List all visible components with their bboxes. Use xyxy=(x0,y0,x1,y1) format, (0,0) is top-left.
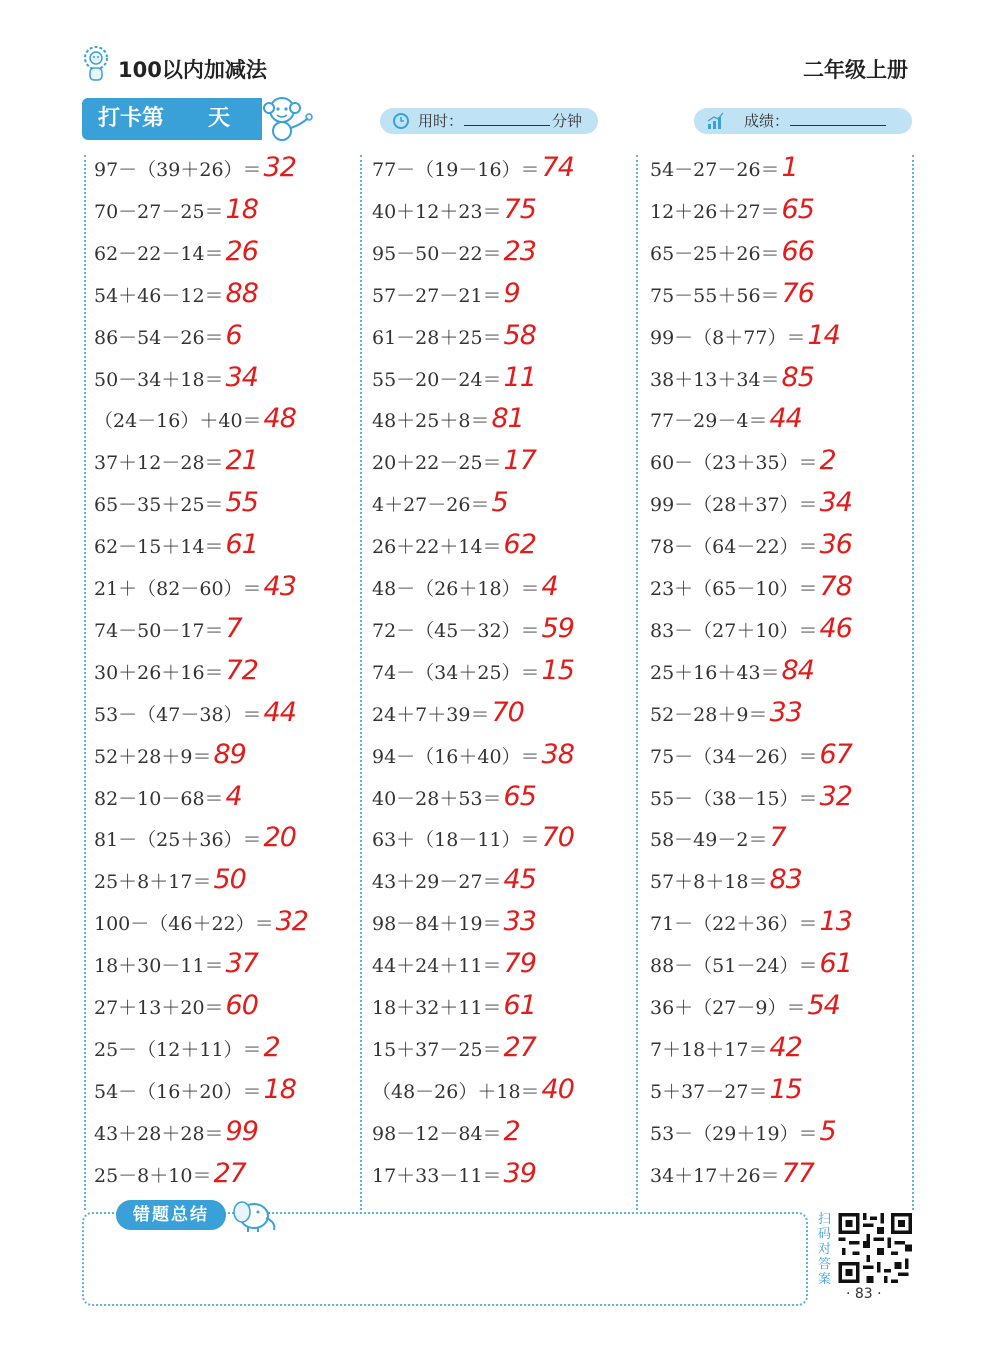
clock-icon xyxy=(392,112,410,130)
handwritten-answer[interactable]: 89 xyxy=(213,738,246,770)
handwritten-answer[interactable]: 65 xyxy=(503,780,536,812)
equation-text: 36＋（27－9）＝ xyxy=(650,997,806,1019)
handwritten-answer[interactable]: 5 xyxy=(819,1115,836,1147)
equation-text: 83－（27＋10）＝ xyxy=(650,619,818,642)
equation-row xyxy=(372,1070,574,1110)
equation-text: 57－27－21＝ xyxy=(372,284,502,307)
equation-text: 43＋29－27＝ xyxy=(372,871,502,894)
equation-text: 98－12－84＝ xyxy=(372,1122,502,1145)
equation-text: 62－15＋14＝ xyxy=(94,536,224,559)
handwritten-answer[interactable]: 60 xyxy=(225,990,258,1021)
equation-text: 88－（51－24）＝ xyxy=(650,955,818,978)
equation-text: 7＋18＋17＝ xyxy=(650,1038,768,1061)
equation-text: 94－（16＋40）＝ xyxy=(372,745,540,768)
equation-row xyxy=(94,316,242,356)
equation-row xyxy=(94,818,296,858)
handwritten-answer[interactable]: 67 xyxy=(819,738,852,770)
equation-row xyxy=(94,567,296,607)
time-field[interactable] xyxy=(380,108,598,134)
elephant-icon xyxy=(228,1194,280,1234)
handwritten-answer[interactable]: 46 xyxy=(819,612,852,644)
equation-text: 60－（23＋35）＝ xyxy=(650,452,818,475)
handwritten-answer[interactable]: 27 xyxy=(213,1157,246,1189)
equation-row xyxy=(650,1112,836,1152)
handwritten-answer[interactable]: 43 xyxy=(263,571,296,602)
equation-row xyxy=(372,1112,520,1152)
handwritten-answer[interactable]: 9 xyxy=(503,277,520,309)
handwritten-answer[interactable]: 61 xyxy=(225,529,258,561)
equation-row xyxy=(94,777,242,817)
equation-text: 40＋12＋23＝ xyxy=(372,200,502,223)
equation-row xyxy=(650,190,814,230)
equation-text: 55－（38－15）＝ xyxy=(650,787,818,810)
handwritten-answer[interactable]: 61 xyxy=(819,948,852,980)
equation-text: 27＋13＋20＝ xyxy=(94,997,224,1019)
equation-row xyxy=(372,735,574,775)
handwritten-answer[interactable]: 84 xyxy=(781,654,814,686)
score-field[interactable] xyxy=(694,108,912,134)
handwritten-answer[interactable]: 34 xyxy=(819,487,852,519)
equation-row xyxy=(94,986,258,1026)
handwritten-answer[interactable]: 44 xyxy=(263,696,296,728)
handwritten-answer[interactable]: 4 xyxy=(541,571,558,602)
handwritten-answer[interactable]: 33 xyxy=(769,696,802,728)
equation-row xyxy=(650,1028,802,1068)
handwritten-answer[interactable]: 32 xyxy=(819,780,852,812)
equation-row xyxy=(372,986,536,1026)
column-border-left xyxy=(84,155,86,1210)
equation-text: 54－（16＋20）＝ xyxy=(94,1080,262,1103)
equation-row xyxy=(650,316,840,356)
handwritten-answer[interactable]: 2 xyxy=(503,1115,520,1147)
equation-text: 21＋（82－60）＝ xyxy=(94,578,262,600)
page-number: · 83 · xyxy=(846,1286,882,1302)
handwritten-answer[interactable]: 27 xyxy=(503,1031,536,1063)
handwritten-answer[interactable]: 32 xyxy=(263,152,296,183)
equation-row xyxy=(372,525,536,565)
equation-row xyxy=(94,483,258,523)
equation-row xyxy=(372,441,536,481)
equation-text: 23＋（65－10）＝ xyxy=(650,578,818,600)
equation-text: 40－28＋53＝ xyxy=(372,787,502,810)
equation-text: 77－（19－16）＝ xyxy=(372,159,540,181)
equation-text: 48＋25＋8＝ xyxy=(372,410,490,433)
equation-row xyxy=(372,818,574,858)
equation-text: 12＋26＋27＝ xyxy=(650,200,780,223)
handwritten-answer[interactable]: 55 xyxy=(225,487,258,519)
equation-text: 75－55＋56＝ xyxy=(650,284,780,307)
equation-row xyxy=(372,148,574,188)
equation-row xyxy=(650,399,802,439)
handwritten-answer[interactable]: 42 xyxy=(769,1031,802,1063)
equation-row xyxy=(650,609,852,649)
equation-row xyxy=(650,944,852,984)
equation-text: 54＋46－12＝ xyxy=(94,284,224,307)
equation-text: 24＋7＋39＝ xyxy=(372,703,490,726)
equation-text: 17＋33－11＝ xyxy=(372,1164,502,1187)
equation-row xyxy=(94,902,308,942)
equation-row xyxy=(372,609,574,649)
handwritten-answer[interactable]: 66 xyxy=(781,235,814,267)
equation-row xyxy=(650,525,852,565)
handwritten-answer[interactable]: 21 xyxy=(225,445,258,477)
equation-text: 53－（29＋19）＝ xyxy=(650,1122,818,1145)
equation-text: 97－（39＋26）＝ xyxy=(94,159,262,181)
handwritten-answer[interactable]: 4 xyxy=(225,780,242,812)
handwritten-answer[interactable]: 32 xyxy=(275,906,308,938)
handwritten-answer[interactable]: 74 xyxy=(541,152,574,183)
equation-row xyxy=(94,1154,246,1194)
handwritten-answer[interactable]: 18 xyxy=(263,1073,296,1105)
handwritten-answer[interactable]: 88 xyxy=(225,277,258,309)
handwritten-answer[interactable]: 7 xyxy=(769,822,786,854)
column-border-right xyxy=(912,155,914,1210)
equation-text: 100－（46＋22）＝ xyxy=(94,913,274,936)
equation-row xyxy=(650,358,814,398)
handwritten-answer[interactable]: 99 xyxy=(225,1115,258,1147)
equation-row xyxy=(650,986,840,1026)
equation-text: 53－（47－38）＝ xyxy=(94,703,262,726)
lion-logo-icon xyxy=(82,46,110,82)
equation-text: 62－22－14＝ xyxy=(94,242,224,265)
equation-row xyxy=(372,483,508,523)
equation-text: 98－84＋19＝ xyxy=(372,913,502,936)
equation-row xyxy=(372,902,536,942)
equation-row xyxy=(650,483,852,523)
equation-row xyxy=(372,860,536,900)
handwritten-answer[interactable]: 61 xyxy=(503,990,536,1021)
equation-row xyxy=(372,190,536,230)
equation-row xyxy=(372,1028,536,1068)
handwritten-answer[interactable]: 15 xyxy=(769,1073,802,1105)
handwritten-answer[interactable]: 1 xyxy=(781,152,798,183)
handwritten-answer[interactable]: 14 xyxy=(807,319,840,351)
equation-text: 15＋37－25＝ xyxy=(372,1038,502,1061)
handwritten-answer[interactable]: 17 xyxy=(503,445,536,477)
equation-row xyxy=(650,902,852,942)
handwritten-answer[interactable]: 50 xyxy=(213,864,246,896)
equation-text: 38＋13＋34＝ xyxy=(650,368,780,391)
equation-text: 25－（12＋11）＝ xyxy=(94,1038,262,1061)
handwritten-answer[interactable]: 39 xyxy=(503,1157,536,1189)
equation-text: 34＋17＋26＝ xyxy=(650,1164,780,1187)
handwritten-answer[interactable]: 65 xyxy=(781,193,814,225)
equation-row xyxy=(94,651,258,691)
equation-text: 20＋22－25＝ xyxy=(372,452,502,475)
column-divider-1 xyxy=(360,155,362,1210)
equation-text: 81－（25＋36）＝ xyxy=(94,829,262,852)
equation-row xyxy=(94,1028,280,1068)
equation-row xyxy=(94,860,246,900)
handwritten-answer[interactable]: 34 xyxy=(225,361,258,393)
handwritten-answer[interactable]: 38 xyxy=(541,738,574,770)
equation-text: 26＋22＋14＝ xyxy=(372,536,502,559)
equation-text: 25＋8＋17＝ xyxy=(94,871,212,894)
equation-text: 74－50－17＝ xyxy=(94,619,224,642)
equation-row xyxy=(94,358,258,398)
chart-icon xyxy=(706,112,724,130)
equation-text: 18＋32＋11＝ xyxy=(372,997,502,1019)
handwritten-answer[interactable]: 2 xyxy=(819,445,836,477)
equation-text: 99－（28＋37）＝ xyxy=(650,494,818,517)
equation-row xyxy=(372,651,574,691)
equation-text: 72－（45－32）＝ xyxy=(372,619,540,642)
handwritten-answer[interactable]: 13 xyxy=(819,906,852,938)
equation-text: 95－50－22＝ xyxy=(372,242,502,265)
handwritten-answer[interactable]: 37 xyxy=(225,948,258,980)
handwritten-answer[interactable]: 2 xyxy=(263,1031,280,1063)
equation-text: 82－10－68＝ xyxy=(94,787,224,810)
score-label: 成绩： xyxy=(744,112,790,130)
equation-row xyxy=(372,358,536,398)
handwritten-answer[interactable]: 45 xyxy=(503,864,536,896)
equation-row xyxy=(650,735,852,775)
equation-text: 4＋27－26＝ xyxy=(372,494,490,517)
equation-row xyxy=(94,274,258,314)
equation-text: 43＋28＋28＝ xyxy=(94,1122,224,1145)
equation-text: 52＋28＋9＝ xyxy=(94,745,212,768)
handwritten-answer[interactable]: 72 xyxy=(225,654,258,686)
equation-row xyxy=(650,651,814,691)
equation-text: 5＋37－27＝ xyxy=(650,1080,768,1103)
equation-row xyxy=(94,148,296,188)
handwritten-answer[interactable]: 26 xyxy=(225,235,258,267)
equation-text: 30＋26＋16＝ xyxy=(94,661,224,684)
equation-row xyxy=(94,232,258,272)
equation-row xyxy=(372,567,558,607)
equation-text: 63＋（18－11）＝ xyxy=(372,829,540,852)
equation-text: 78－（64－22）＝ xyxy=(650,536,818,559)
equation-text: 74－（34＋25）＝ xyxy=(372,661,540,684)
handwritten-answer[interactable]: 18 xyxy=(225,193,258,225)
handwritten-answer[interactable]: 20 xyxy=(263,822,296,854)
equation-row xyxy=(94,190,258,230)
equation-text: 25＋16＋43＝ xyxy=(650,661,780,684)
equation-row xyxy=(94,525,258,565)
equation-text: 48－（26＋18）＝ xyxy=(372,578,540,600)
handwritten-answer[interactable]: 70 xyxy=(541,822,574,854)
equation-row xyxy=(372,1154,536,1194)
column-divider-2 xyxy=(636,155,638,1210)
equation-row xyxy=(94,735,246,775)
handwritten-answer[interactable]: 76 xyxy=(781,277,814,309)
equation-row xyxy=(372,399,524,439)
mistake-summary-label: 错题总结 xyxy=(116,1200,226,1230)
equation-text: 71－（22＋36）＝ xyxy=(650,913,818,936)
equation-row xyxy=(650,1070,802,1110)
equation-text: 65－25＋26＝ xyxy=(650,242,780,265)
equation-row xyxy=(650,1154,814,1194)
equation-row xyxy=(94,1112,258,1152)
handwritten-answer[interactable]: 85 xyxy=(781,361,814,393)
handwritten-answer[interactable]: 23 xyxy=(503,235,536,267)
handwritten-answer[interactable]: 33 xyxy=(503,906,536,938)
equation-text: 37＋12－28＝ xyxy=(94,452,224,475)
equation-text: 99－（8＋77）＝ xyxy=(650,326,806,349)
equation-text: 18＋30－11＝ xyxy=(94,955,224,978)
equation-text: 65－35＋25＝ xyxy=(94,494,224,517)
handwritten-answer[interactable]: 83 xyxy=(769,864,802,896)
equation-row xyxy=(372,777,536,817)
equation-row xyxy=(650,818,786,858)
equation-row xyxy=(94,693,296,733)
equation-row xyxy=(650,441,836,481)
handwritten-answer[interactable]: 36 xyxy=(819,529,852,561)
equation-text: 77－29－4＝ xyxy=(650,410,768,433)
equation-row xyxy=(94,609,242,649)
score-blank[interactable] xyxy=(790,108,886,126)
equation-row xyxy=(372,316,536,356)
equation-row xyxy=(650,232,814,272)
handwritten-answer[interactable]: 77 xyxy=(781,1157,814,1189)
equation-row xyxy=(650,693,802,733)
equation-row xyxy=(94,1070,296,1110)
equation-text: 75－（34－26）＝ xyxy=(650,745,818,768)
equation-row xyxy=(650,567,852,607)
equation-text: 70－27－25＝ xyxy=(94,200,224,223)
equation-text: 44＋24＋11＝ xyxy=(372,955,502,978)
handwritten-answer[interactable]: 70 xyxy=(491,696,524,728)
equation-text: （24－16）＋40＝ xyxy=(94,410,262,433)
equation-row xyxy=(650,148,798,188)
handwritten-answer[interactable]: 11 xyxy=(503,361,536,393)
equation-row xyxy=(650,777,852,817)
qr-code[interactable] xyxy=(838,1213,912,1283)
equation-row xyxy=(372,693,524,733)
equation-text: （48－26）＋18＝ xyxy=(372,1080,540,1103)
equation-text: 50－34＋18＝ xyxy=(94,368,224,391)
handwritten-answer[interactable]: 79 xyxy=(503,948,536,980)
equation-row xyxy=(372,944,536,984)
equation-row xyxy=(650,274,814,314)
scan-for-answers-label: 扫码对答案 xyxy=(818,1212,832,1287)
handwritten-answer[interactable]: 58 xyxy=(503,319,536,351)
handwritten-answer[interactable]: 78 xyxy=(819,571,852,602)
equation-text: 61－28＋25＝ xyxy=(372,326,502,349)
handwritten-answer[interactable]: 15 xyxy=(541,654,574,686)
monkey-icon xyxy=(256,94,314,142)
equation-text: 58－49－2＝ xyxy=(650,829,768,852)
handwritten-answer[interactable]: 54 xyxy=(807,990,840,1021)
equation-text: 55－20－24＝ xyxy=(372,368,502,391)
handwritten-answer[interactable]: 81 xyxy=(491,403,524,435)
handwritten-answer[interactable]: 6 xyxy=(225,319,242,351)
equation-row xyxy=(94,441,258,481)
handwritten-answer[interactable]: 75 xyxy=(503,193,536,225)
equation-text: 86－54－26＝ xyxy=(94,326,224,349)
equation-row xyxy=(372,274,520,314)
equation-text: 57＋8＋18＝ xyxy=(650,871,768,894)
checkin-banner: 打卡第 天 xyxy=(82,98,262,140)
handwritten-answer[interactable]: 44 xyxy=(769,403,802,435)
time-blank[interactable] xyxy=(464,108,550,126)
equation-row xyxy=(94,399,296,439)
handwritten-answer[interactable]: 40 xyxy=(541,1073,574,1105)
equation-text: 25－8＋10＝ xyxy=(94,1164,212,1187)
equation-row xyxy=(650,860,802,900)
equation-text: 54－27－26＝ xyxy=(650,159,780,181)
handwritten-answer[interactable]: 59 xyxy=(541,612,574,644)
equation-text: 52－28＋9＝ xyxy=(650,703,768,726)
time-unit: 分钟 xyxy=(552,112,583,130)
time-label: 用时： xyxy=(418,112,464,130)
equation-row xyxy=(372,232,536,272)
handwritten-answer[interactable]: 62 xyxy=(503,529,536,561)
handwritten-answer[interactable]: 7 xyxy=(225,612,242,644)
page-title: 100以内加减法 xyxy=(118,58,267,82)
handwritten-answer[interactable]: 5 xyxy=(491,487,508,519)
equation-row xyxy=(94,944,258,984)
handwritten-answer[interactable]: 48 xyxy=(263,403,296,435)
grade-label: 二年级上册 xyxy=(803,58,908,82)
